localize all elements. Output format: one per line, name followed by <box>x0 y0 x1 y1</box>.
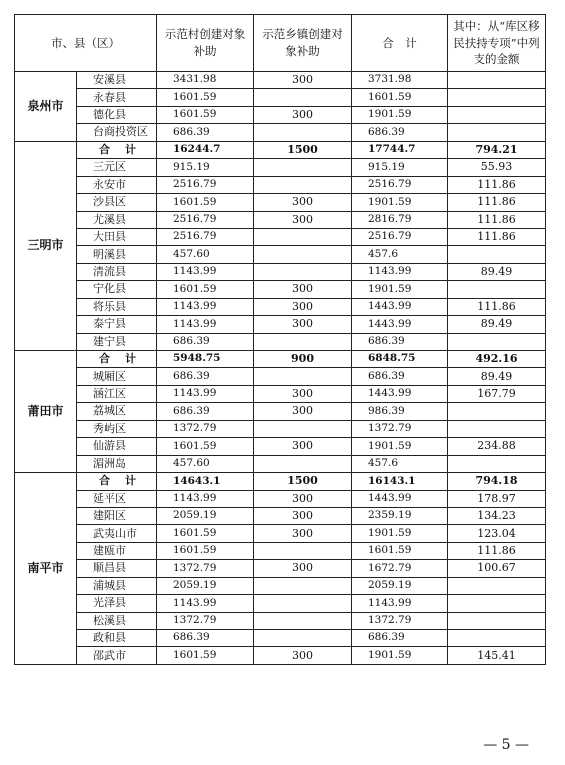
total-cell: 1901.59 <box>352 281 448 298</box>
header-reservoir-fund: 其中：从“库区移民扶持专项”中列支的金额 <box>448 15 546 72</box>
total-cell: 686.39 <box>352 368 448 385</box>
total-cell: 1901.59 <box>352 438 448 455</box>
total-cell: 1143.99 <box>352 263 448 280</box>
reservoir-fund-cell: 111.86 <box>448 176 546 193</box>
reservoir-fund-cell <box>448 630 546 647</box>
village-subsidy-cell: 1601.59 <box>157 525 254 542</box>
reservoir-fund-cell: 100.67 <box>448 560 546 577</box>
county-name: 浦城县 <box>77 577 157 594</box>
village-subsidy-cell: 1143.99 <box>157 298 254 315</box>
total-cell: 915.19 <box>352 159 448 176</box>
town-subsidy-cell <box>254 595 352 612</box>
reservoir-fund-cell <box>448 246 546 263</box>
city-name: 莆田市 <box>15 351 77 473</box>
reservoir-fund-cell: 123.04 <box>448 525 546 542</box>
town-subsidy-cell: 300 <box>254 438 352 455</box>
county-name: 德化县 <box>77 106 157 123</box>
town-subsidy-cell <box>254 455 352 472</box>
county-name: 安溪县 <box>77 72 157 89</box>
village-subsidy-cell: 16244.7 <box>157 141 254 158</box>
total-cell: 2359.19 <box>352 507 448 524</box>
total-cell: 1601.59 <box>352 542 448 559</box>
county-name: 建阳区 <box>77 507 157 524</box>
county-name: 台商投资区 <box>77 124 157 141</box>
county-name: 三元区 <box>77 159 157 176</box>
reservoir-fund-cell: 111.86 <box>448 228 546 245</box>
county-name: 合 计 <box>77 473 157 490</box>
town-subsidy-cell <box>254 228 352 245</box>
table-row <box>15 595 546 612</box>
village-subsidy-cell: 1143.99 <box>157 385 254 402</box>
village-subsidy-cell: 1601.59 <box>157 438 254 455</box>
county-name: 延平区 <box>77 490 157 507</box>
reservoir-fund-cell: 167.79 <box>448 385 546 402</box>
reservoir-fund-cell: 89.49 <box>448 263 546 280</box>
table-row <box>15 473 546 490</box>
reservoir-fund-cell: 134.23 <box>448 507 546 524</box>
table-row <box>15 228 546 245</box>
village-subsidy-cell: 1601.59 <box>157 281 254 298</box>
county-name: 宁化县 <box>77 281 157 298</box>
village-subsidy-cell: 457.60 <box>157 455 254 472</box>
county-name: 永春县 <box>77 89 157 106</box>
county-name: 光泽县 <box>77 595 157 612</box>
table-row <box>15 647 546 664</box>
village-subsidy-cell: 686.39 <box>157 333 254 350</box>
county-name: 松溪县 <box>77 612 157 629</box>
table-row <box>15 72 546 89</box>
reservoir-fund-cell <box>448 420 546 437</box>
total-cell: 1372.79 <box>352 612 448 629</box>
reservoir-fund-cell <box>448 577 546 594</box>
town-subsidy-cell <box>254 246 352 263</box>
town-subsidy-cell <box>254 263 352 280</box>
town-subsidy-cell <box>254 420 352 437</box>
city-name: 三明市 <box>15 141 77 350</box>
village-subsidy-cell: 686.39 <box>157 124 254 141</box>
table-row <box>15 298 546 315</box>
total-cell: 1443.99 <box>352 385 448 402</box>
table-row <box>15 159 546 176</box>
header-region: 市、县（区） <box>15 15 157 72</box>
reservoir-fund-cell: 145.41 <box>448 647 546 664</box>
table-row <box>15 316 546 333</box>
total-cell: 1901.59 <box>352 647 448 664</box>
reservoir-fund-cell <box>448 106 546 123</box>
total-cell: 1443.99 <box>352 316 448 333</box>
table-row <box>15 420 546 437</box>
reservoir-fund-cell: 111.86 <box>448 211 546 228</box>
town-subsidy-cell: 300 <box>254 316 352 333</box>
table-row <box>15 194 546 211</box>
reservoir-fund-cell <box>448 89 546 106</box>
table-row <box>15 577 546 594</box>
table-row <box>15 124 546 141</box>
village-subsidy-cell: 2516.79 <box>157 228 254 245</box>
reservoir-fund-cell <box>448 72 546 89</box>
village-subsidy-cell: 3431.98 <box>157 72 254 89</box>
town-subsidy-cell <box>254 176 352 193</box>
village-subsidy-cell: 5948.75 <box>157 351 254 368</box>
table-row <box>15 176 546 193</box>
table-row <box>15 455 546 472</box>
table-row <box>15 525 546 542</box>
village-subsidy-cell: 457.60 <box>157 246 254 263</box>
village-subsidy-cell: 686.39 <box>157 368 254 385</box>
county-name: 湄洲岛 <box>77 455 157 472</box>
table-row <box>15 281 546 298</box>
table-row <box>15 542 546 559</box>
table-row <box>15 490 546 507</box>
town-subsidy-cell: 300 <box>254 403 352 420</box>
village-subsidy-cell: 1601.59 <box>157 194 254 211</box>
table-row <box>15 403 546 420</box>
reservoir-fund-cell <box>448 455 546 472</box>
village-subsidy-cell: 686.39 <box>157 630 254 647</box>
header-total: 合 计 <box>352 15 448 72</box>
page-number: — 5 — <box>483 737 529 753</box>
table-row <box>15 106 546 123</box>
town-subsidy-cell: 300 <box>254 194 352 211</box>
table-row <box>15 141 546 158</box>
header-row <box>15 15 546 72</box>
county-name: 建宁县 <box>77 333 157 350</box>
total-cell: 457.6 <box>352 455 448 472</box>
town-subsidy-cell: 300 <box>254 507 352 524</box>
table-row <box>15 368 546 385</box>
total-cell: 1672.79 <box>352 560 448 577</box>
town-subsidy-cell: 300 <box>254 560 352 577</box>
village-subsidy-cell: 2059.19 <box>157 507 254 524</box>
village-subsidy-cell: 2516.79 <box>157 211 254 228</box>
total-cell: 3731.98 <box>352 72 448 89</box>
village-subsidy-cell: 1372.79 <box>157 560 254 577</box>
village-subsidy-cell: 686.39 <box>157 403 254 420</box>
town-subsidy-cell <box>254 124 352 141</box>
total-cell: 2516.79 <box>352 176 448 193</box>
reservoir-fund-cell <box>448 124 546 141</box>
village-subsidy-cell: 1601.59 <box>157 647 254 664</box>
county-name: 永安市 <box>77 176 157 193</box>
town-subsidy-cell <box>254 577 352 594</box>
county-name: 顺昌县 <box>77 560 157 577</box>
town-subsidy-cell <box>254 89 352 106</box>
village-subsidy-cell: 1601.59 <box>157 89 254 106</box>
reservoir-fund-cell: 492.16 <box>448 351 546 368</box>
town-subsidy-cell: 300 <box>254 298 352 315</box>
subsidy-table <box>14 14 546 665</box>
total-cell: 1601.59 <box>352 89 448 106</box>
reservoir-fund-cell: 234.88 <box>448 438 546 455</box>
village-subsidy-cell: 14643.1 <box>157 473 254 490</box>
county-name: 合 计 <box>77 141 157 158</box>
town-subsidy-cell <box>254 368 352 385</box>
county-name: 清流县 <box>77 263 157 280</box>
village-subsidy-cell: 1372.79 <box>157 612 254 629</box>
town-subsidy-cell: 300 <box>254 72 352 89</box>
total-cell: 2516.79 <box>352 228 448 245</box>
table-row <box>15 211 546 228</box>
total-cell: 1901.59 <box>352 194 448 211</box>
town-subsidy-cell: 300 <box>254 211 352 228</box>
county-name: 建瓯市 <box>77 542 157 559</box>
total-cell: 17744.7 <box>352 141 448 158</box>
table-row <box>15 333 546 350</box>
county-name: 尤溪县 <box>77 211 157 228</box>
town-subsidy-cell: 1500 <box>254 141 352 158</box>
reservoir-fund-cell <box>448 333 546 350</box>
village-subsidy-cell: 1372.79 <box>157 420 254 437</box>
reservoir-fund-cell: 89.49 <box>448 316 546 333</box>
reservoir-fund-cell: 111.86 <box>448 194 546 211</box>
header-town-subsidy: 示范乡镇创建对象补助 <box>254 15 352 72</box>
village-subsidy-cell: 2516.79 <box>157 176 254 193</box>
total-cell: 686.39 <box>352 124 448 141</box>
county-name: 邵武市 <box>77 647 157 664</box>
town-subsidy-cell <box>254 333 352 350</box>
table-row <box>15 246 546 263</box>
county-name: 泰宁县 <box>77 316 157 333</box>
total-cell: 1901.59 <box>352 106 448 123</box>
village-subsidy-cell: 1143.99 <box>157 316 254 333</box>
total-cell: 457.6 <box>352 246 448 263</box>
county-name: 武夷山市 <box>77 525 157 542</box>
county-name: 大田县 <box>77 228 157 245</box>
total-cell: 1143.99 <box>352 595 448 612</box>
total-cell: 986.39 <box>352 403 448 420</box>
village-subsidy-cell: 1601.59 <box>157 542 254 559</box>
county-name: 城厢区 <box>77 368 157 385</box>
reservoir-fund-cell: 794.21 <box>448 141 546 158</box>
reservoir-fund-cell: 89.49 <box>448 368 546 385</box>
town-subsidy-cell <box>254 630 352 647</box>
table-row <box>15 351 546 368</box>
city-name: 泉州市 <box>15 72 77 142</box>
reservoir-fund-cell: 111.86 <box>448 298 546 315</box>
village-subsidy-cell: 1143.99 <box>157 263 254 280</box>
table-row <box>15 612 546 629</box>
village-subsidy-cell: 1601.59 <box>157 106 254 123</box>
village-subsidy-cell: 2059.19 <box>157 577 254 594</box>
reservoir-fund-cell <box>448 403 546 420</box>
county-name: 涵江区 <box>77 385 157 402</box>
county-name: 仙游县 <box>77 438 157 455</box>
reservoir-fund-cell: 55.93 <box>448 159 546 176</box>
town-subsidy-cell: 900 <box>254 351 352 368</box>
town-subsidy-cell: 300 <box>254 647 352 664</box>
county-name: 合 计 <box>77 351 157 368</box>
total-cell: 2816.79 <box>352 211 448 228</box>
town-subsidy-cell <box>254 542 352 559</box>
total-cell: 1443.99 <box>352 298 448 315</box>
reservoir-fund-cell <box>448 595 546 612</box>
county-name: 政和县 <box>77 630 157 647</box>
total-cell: 686.39 <box>352 333 448 350</box>
county-name: 将乐县 <box>77 298 157 315</box>
town-subsidy-cell: 300 <box>254 106 352 123</box>
village-subsidy-cell: 1143.99 <box>157 595 254 612</box>
county-name: 秀屿区 <box>77 420 157 437</box>
total-cell: 1901.59 <box>352 525 448 542</box>
town-subsidy-cell: 300 <box>254 490 352 507</box>
city-name: 南平市 <box>15 473 77 665</box>
total-cell: 16143.1 <box>352 473 448 490</box>
reservoir-fund-cell <box>448 281 546 298</box>
total-cell: 6848.75 <box>352 351 448 368</box>
table-row <box>15 89 546 106</box>
total-cell: 1443.99 <box>352 490 448 507</box>
table-row <box>15 560 546 577</box>
total-cell: 1372.79 <box>352 420 448 437</box>
town-subsidy-cell: 1500 <box>254 473 352 490</box>
village-subsidy-cell: 915.19 <box>157 159 254 176</box>
county-name: 荔城区 <box>77 403 157 420</box>
table-row <box>15 630 546 647</box>
reservoir-fund-cell: 794.18 <box>448 473 546 490</box>
town-subsidy-cell: 300 <box>254 525 352 542</box>
total-cell: 2059.19 <box>352 577 448 594</box>
table-row <box>15 385 546 402</box>
town-subsidy-cell: 300 <box>254 281 352 298</box>
table-body <box>15 72 546 665</box>
town-subsidy-cell <box>254 612 352 629</box>
county-name: 明溪县 <box>77 246 157 263</box>
reservoir-fund-cell: 178.97 <box>448 490 546 507</box>
town-subsidy-cell: 300 <box>254 385 352 402</box>
table-row <box>15 263 546 280</box>
header-village-subsidy: 示范村创建对象补助 <box>157 15 254 72</box>
reservoir-fund-cell: 111.86 <box>448 542 546 559</box>
county-name: 沙县区 <box>77 194 157 211</box>
village-subsidy-cell: 1143.99 <box>157 490 254 507</box>
table-row <box>15 507 546 524</box>
table-row <box>15 438 546 455</box>
reservoir-fund-cell <box>448 612 546 629</box>
town-subsidy-cell <box>254 159 352 176</box>
total-cell: 686.39 <box>352 630 448 647</box>
